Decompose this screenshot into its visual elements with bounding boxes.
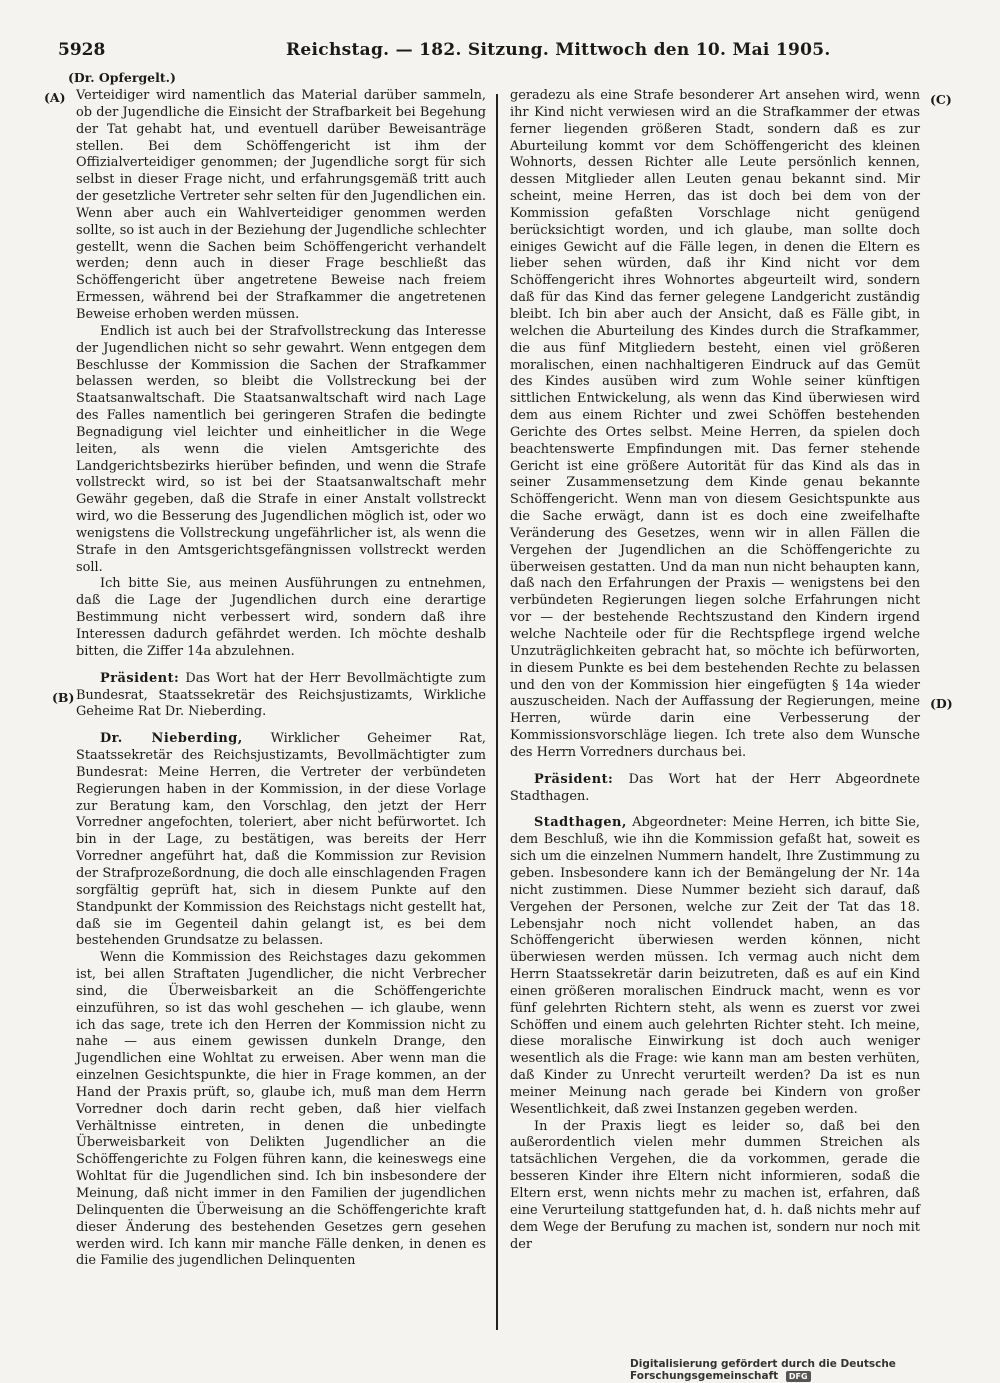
paragraph	[76, 731, 486, 950]
paragraph: Endlich ist auch bei der Strafvollstreckung das Interesse der Jugendlichen nicht so sehr gewahrt. Wenn entgegen dem Beschlusse der Kommission die Sachen der Strafkammer belassen werden, so bleibt die Vollstreckung bei der Staatsanwaltschaft. Die Staatsanwaltschaft wird nach Lage des Falles namentlich bei geringeren Strafen die bedingte Begnadigung viel leichter und einheitlicher in die Wege leiten, als wenn die vielen Amtsgerichte des Landgerichtsbezirks hierüber befinden, und wenn die Strafe vollstreckt wird, so ist bei der Staatsanwaltschaft mehr Gewähr gegeben, daß die Strafe in einer Anstalt vollstreckt wird, wo die Besserung des Jugendlichen möglich ist, oder wo wenigstens die Vollstreckung ungefährlicher ist, als wenn die Strafe in den Amtsgerichtsgefängnissen vollstreckt werden soll.	[76, 323, 486, 575]
paragraph: geradezu als eine Strafe besonderer Art ansehen wird, wenn ihr Kind nicht verwiesen wird an die Strafkammer der etwas ferner liegenden größeren Stadt, sondern daß es zur Aburteilung kommt vor dem Schöffengericht des kleinen Wohnorts, dessen Richter alle Leute persönlich kennen, dessen Mitglieder allen Leuten genau bekannt sind. Mir scheint, meine Herren, das ist doch bei dem von der Kommission gefaßten Vorschlage nicht genügend berücksichtigt worden, und ich glaube, man sollte doch einiges Gewicht auf die Fälle legen, in denen die Eltern es lieber sehen würden, daß ihr Kind nicht vor dem Schöffengericht ihres Wohnortes abgeurteilt wird, sondern daß für das Kind das ferner gelegene Landgericht zuständig bleibt. Ich bin aber auch der Ansicht, daß es Fälle gibt, in welchen die Aburteilung des Kindes durch die Strafkammer, die aus fünf Mitgliedern besteht, einen viel größeren moralischen, einen nachhaltigeren Eindruck auf das Gemüt des Kindes ausüben wird zum Wohle seiner künftigen sittlichen Entwickelung, als wenn das Kind überwiesen wird dem aus einem Richter und zwei Schöffen bestehenden Gerichte des Ortes selbst. Meine Herren, da spielen doch beachtenswerte Empfindungen mit. Das ferner stehende Gericht ist eine größere Autorität für das Kind als das in seiner Zusammensetzung dem Kinde genau bekannte Schöffengericht. Wenn man von diesem Gesichtspunkte aus die Sache erwägt, dann ist es doch eine zweifelhafte Veränderung des Gesetzes, wenn wir in allen Fällen die Vergehen der Jugendlichen an die Schöffengerichte zu überweisen gestatten. Und da man nun nicht behaupten kann, daß nach den Erfahrungen der Praxis — wenigstens bei den verbündeten Regierungen liegen solche Erfahrungen nicht vor — der bestehende Rechtszustand den Kindern irgend welche Nachteile oder für die Rechtspflege irgend welche Unzuträglichkeiten gebracht hat, so möchte ich befürworten, in diesem Punkte es bei dem bestehenden Rechte zu belassen und den von der Kommission hier eingefügten § 14a wieder auszuscheiden. Nach der Auffassung der Regierungen, meine Herren, würde darin eine Verbesserung der Kommissionsvorschläge liegen. Ich trete also dem Wunsche des Herrn Vorredners durchaus bei.	[510, 88, 920, 760]
page-number: 5928	[58, 40, 106, 60]
margin-marker-d: (D)	[930, 696, 953, 711]
paragraph: In der Praxis liegt es leider so, daß bei den außerordentlich vielen mehr dummen Streichen als tatsächlichen Vergehen, die da vorkommen, gerade die besseren Kinder ihre Eltern nicht informieren, sodaß die Eltern erst, wenn nichts mehr zu machen ist, erfahren, daß eine Verurteilung stattgefunden hat, d. h. daß nichts mehr auf dem Wege der Berufung zu machen ist, sondern nur noch mit der	[510, 1118, 920, 1252]
credit-text: Digitalisierung gefördert durch die Deutsche Forschungsgemeinschaft	[630, 1358, 896, 1382]
page-header	[58, 40, 930, 66]
paragraph: Wenn die Kommission des Reichstages dazu gekommen ist, bei allen Straftaten Jugendlicher, die nicht Verbrecher sind, die Überweisbarkeit an die Schöffengerichte einzuführen, so ist das wohl geschehen — ich glaube, wenn ich das sage, trete ich den Herren der Kommission nicht zu nahe — aus einem gewissen dunkeln Drange, den Jugendlichen eine Wohltat zu erweisen. Aber wenn man die einzelnen Gesichtspunkte, die hier in Frage kommen, an der Hand der Praxis prüft, so, glaube ich, muß man dem Herrn Vorredner doch darin recht geben, daß hier vielfach Verhältnisse eintreten, in denen die unbedingte Überweisbarkeit von Delikten Jugendlicher an die Schöffengerichte zu Folgen führen kann, die keineswegs eine Wohltat für die Jugendlichen sind. Ich bin insbesondere der Meinung, daß nicht immer in den Familien der jugendlichen Delinquenten die Überweisung an die Schöffengerichte kraft dieser Änderung des bestehenden Gesetzes gern gesehen werden wird. Ich kann mir manche Fälle denken, in denen es die Familie des jugendlichen Delinquenten	[76, 950, 486, 1269]
paragraph-text: Abgeordneter: Meine Herren, ich bitte Sie, dem Beschluß, wie ihn die Kommission gefaßt hat, soweit es sich um die einzelnen Nummern handelt, Ihre Zustimmung zu geben. Insbesondere kann ich der Bemängelung der Nr. 14a nicht zustimmen. Diese Nummer bezieht sich darauf, daß Vergehen der Personen, welche zur Zeit der Tat das 18. Lebensjahr noch nicht vollendet haben, an das Schöffengericht überwiesen werden können, nicht überwiesen werden müssen. Ich vermag auch nicht dem Herrn Staatssekretär darin beizutreten, daß es auf ein Kind einen größeren moralischen Eindruck macht, wenn es vor fünf gelehrten Richtern steht, als wenn es zuerst vor zwei Schöffen und einem auch gelehrten Richter steht. Ich meine, diese moralische Einwirkung ist doch auch weniger wesentlich als die Frage: wie kann man am besten verhüten, daß Kinder zu Unrecht verurteilt werden? Da ist es nun meiner Meinung nach gerade bei Kindern von großer Wesentlichkeit, daß zwei Instanzen gegeben werden.	[510, 815, 920, 1117]
speaker-name: Dr. Nieberding,	[100, 731, 243, 747]
right-column	[510, 88, 920, 1253]
paragraph: Ich bitte Sie, aus meinen Ausführungen zu entnehmen, daß die Lage der Jugendlichen durch eine derartige Bestimmung nicht verbessert wird, sondern daß ihre Interessen dadurch gefährdet werden. Ich möchte deshalb bitten, die Ziffer 14a abzulehnen.	[76, 576, 486, 659]
running-title: Reichstag. — 182. Sitzung. Mittwoch den 10. Mai 1905.	[286, 40, 831, 60]
margin-marker-c: (C)	[930, 92, 952, 107]
paragraph-text: Wirklicher Geheimer Rat, Staatssekretär des Reichsjustizamts, Bevollmächtigter zum Bundesrat: Meine Herren, die Vertreter der verbündeten Regierungen haben in der Kommission, in der diese Vorlage zur Beratung kam, den Vorschlag, den jetzt der Herr Vorredner angefochten, toleriert, aber nicht befürwortet. Ich bin in der Lage, zu bestätigen, was bereits der Herr Vorredner angeführt hat, daß die Kommission zur Revision der Strafprozeßordnung, die doch alle einschlagenden Fragen sorgfältig geprüft hat, sich in diesem Punkte auf den Standpunkt der Kommission des Reichstags nicht gestellt hat, daß sie im Gegenteil dahin gelangt ist, es bei dem bestehenden Grundsatze zu belassen.	[76, 731, 486, 949]
speaker-name: Stadthagen,	[534, 815, 627, 831]
paragraph	[76, 671, 486, 722]
margin-marker-a: (A)	[44, 90, 66, 105]
margin-marker-b: (B)	[52, 690, 75, 705]
speaker-name: Präsident:	[100, 670, 180, 686]
paragraph	[510, 772, 920, 806]
left-column	[76, 88, 486, 1270]
dfg-logo: DFG	[786, 1371, 811, 1382]
speaker-continued: (Dr. Opfergelt.)	[68, 70, 176, 85]
paragraph-text: Das Wort hat der Herr Abgeordnete Stadthagen.	[510, 771, 920, 804]
paragraph: Verteidiger wird namentlich das Material darüber sammeln, ob der Jugendliche die Einsicht der Strafbarkeit bei Begehung der Tat gehabt hat, und eventuell darüber Beweisanträge stellen. Bei dem Schöffengericht ist ihm der Offizialverteidiger genommen; der Jugendliche sorgt für sich selbst in dieser Frage nicht, und erfahrungsgemäß tritt auch der gesetzliche Vertreter sehr selten für den Jugendlichen ein. Wenn aber auch ein Wahlverteidiger genommen werden sollte, so ist auch in der Beziehung der Jugendliche schlechter gestellt, wenn die Sachen beim Schöffengericht verhandelt werden; denn auch in dieser Frage beschließt das Schöffengericht über angetretene Beweise nach freiem Ermessen, während bei der Strafkammer die angetretenen Beweise erhoben werden müssen.	[76, 88, 486, 322]
paragraph-text: Das Wort hat der Herr Bevollmächtigte zum Bundesrat, Staatssekretär des Reichsjustizamts, Wirkliche Geheime Rat Dr. Nieberding.	[76, 670, 486, 720]
paragraph	[510, 815, 920, 1118]
digitization-credit	[630, 1358, 1000, 1382]
speaker-name: Präsident:	[534, 771, 614, 787]
column-divider	[496, 94, 498, 1330]
